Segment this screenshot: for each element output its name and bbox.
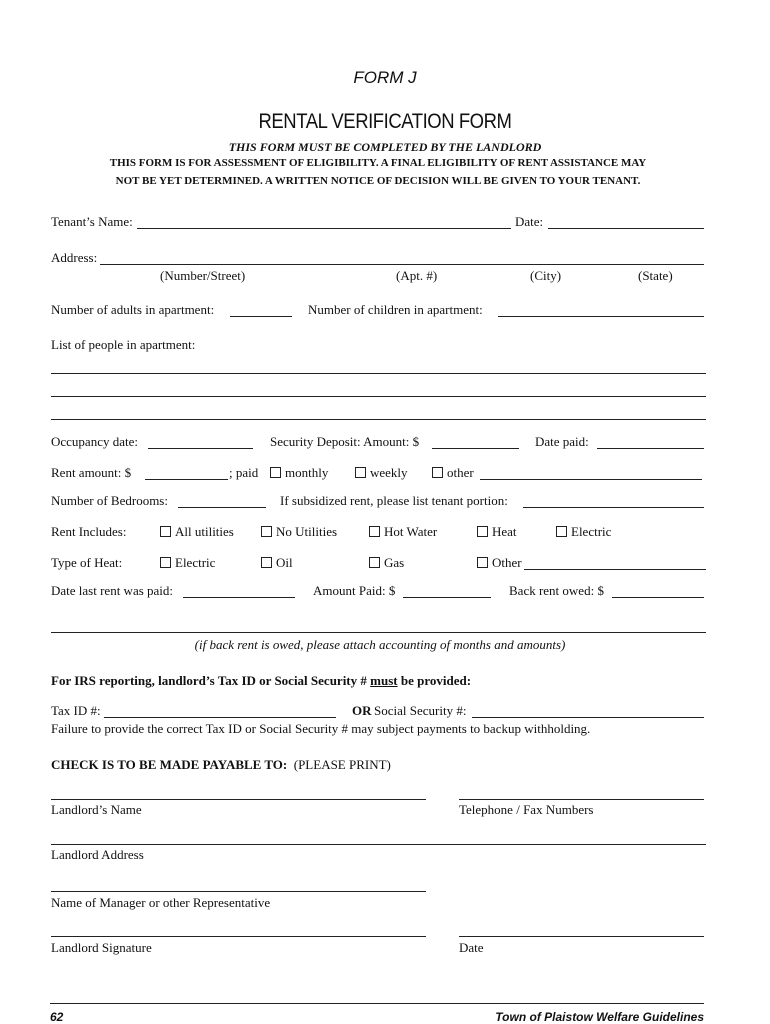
occupancy-date-label: Occupancy date: — [51, 434, 138, 449]
weekly-checkbox[interactable] — [355, 467, 366, 478]
other-checkbox[interactable] — [432, 467, 443, 478]
other-label: other — [447, 465, 474, 480]
page-number: 62 — [50, 1010, 64, 1024]
print-note: (PLEASE PRINT) — [293, 757, 391, 772]
monthly-label: monthly — [285, 465, 329, 480]
signature-field[interactable] — [51, 936, 426, 937]
paid-label: ; paid — [229, 465, 259, 480]
heat-other-checkbox[interactable] — [477, 557, 488, 568]
signature-date-field[interactable] — [459, 936, 704, 937]
publication-name: Town of Plaistow Welfare Guidelines — [495, 1010, 704, 1024]
payable-heading-text: CHECK IS TO BE MADE PAYABLE TO: — [51, 757, 288, 772]
heat-electric-option[interactable] — [160, 555, 215, 571]
all-utilities-label: All utilities — [175, 524, 234, 539]
hot-water-checkbox[interactable] — [369, 526, 380, 537]
date-label: Date: — [515, 214, 544, 229]
heat-label: Heat — [492, 524, 517, 539]
telephone-caption: Telephone / Fax Numbers — [459, 802, 594, 817]
address-apt-caption: (Apt. #) — [396, 268, 438, 283]
all-utilities-checkbox[interactable] — [160, 526, 171, 537]
heat-checkbox[interactable] — [477, 526, 488, 537]
heat-other-option[interactable] — [477, 555, 522, 571]
list-people-label: List of people in apartment: — [51, 337, 196, 352]
subsidized-label: If subsidized rent, please list tenant portion: — [280, 493, 508, 508]
weekly-option[interactable] — [355, 465, 408, 481]
rent-amount-field[interactable] — [145, 479, 228, 480]
amount-paid-field[interactable] — [403, 597, 491, 598]
heat-gas-option[interactable] — [369, 555, 404, 571]
electric-included-label: Electric — [571, 524, 612, 539]
monthly-option[interactable] — [270, 465, 328, 481]
address-field[interactable] — [100, 264, 704, 265]
irs-warning: Failure to provide the correct Tax ID or Social Security # may subject payments to backup withholding. — [51, 721, 591, 736]
tenant-name-field[interactable] — [137, 228, 511, 229]
address-label: Address: — [51, 250, 98, 265]
landlord-name-caption: Landlord’s Name — [51, 802, 142, 817]
rent-amount-label: Rent amount: $ — [51, 465, 132, 480]
landlord-address-field[interactable] — [51, 844, 706, 845]
form-subtitle: THIS FORM MUST BE COMPLETED BY THE LANDLORD — [228, 140, 542, 154]
irs-heading-pre: For IRS reporting, landlord’s Tax ID or Social Security # — [51, 673, 367, 688]
back-rent-accounting-field[interactable] — [51, 632, 706, 633]
heat-gas-label: Gas — [384, 555, 405, 570]
footer-rule — [50, 1003, 704, 1004]
back-rent-field[interactable] — [612, 597, 704, 598]
heat-oil-label: Oil — [276, 555, 293, 570]
electric-included-checkbox[interactable] — [556, 526, 567, 537]
monthly-checkbox[interactable] — [270, 467, 281, 478]
num-bedrooms-label: Number of Bedrooms: — [51, 493, 168, 508]
num-adults-label: Number of adults in apartment: — [51, 302, 215, 317]
or-label: OR — [352, 703, 372, 718]
type-of-heat-label: Type of Heat: — [51, 555, 123, 570]
people-line-1[interactable] — [51, 373, 706, 374]
security-deposit-field[interactable] — [432, 448, 519, 449]
irs-heading-post: be provided: — [400, 673, 472, 688]
address-city-caption: (City) — [530, 268, 562, 283]
heat-gas-checkbox[interactable] — [369, 557, 380, 568]
weekly-label: weekly — [370, 465, 408, 480]
heat-other-label: Other — [492, 555, 522, 570]
address-street-caption: (Number/Street) — [160, 268, 246, 283]
irs-heading — [51, 673, 471, 689]
other-field[interactable] — [480, 479, 702, 480]
num-children-label: Number of children in apartment: — [308, 302, 483, 317]
hot-water-label: Hot Water — [384, 524, 438, 539]
notice-line-1: THIS FORM IS FOR ASSESSMENT OF ELIGIBILITY. A FINAL ELIGIBILITY OF RENT ASSISTANCE MAY — [109, 157, 647, 169]
date-paid-label: Date paid: — [535, 434, 589, 449]
date-field[interactable] — [548, 228, 704, 229]
no-utilities-checkbox[interactable] — [261, 526, 272, 537]
signature-caption: Landlord Signature — [51, 940, 152, 955]
amount-paid-label: Amount Paid: $ — [313, 583, 396, 598]
manager-caption: Name of Manager or other Representative — [51, 895, 271, 910]
people-line-2[interactable] — [51, 396, 706, 397]
back-rent-label: Back rent owed: $ — [509, 583, 604, 598]
form-id: FORM J — [353, 68, 417, 87]
hot-water-option[interactable] — [369, 524, 437, 540]
landlord-address-caption: Landlord Address — [51, 847, 144, 862]
manager-field[interactable] — [51, 891, 426, 892]
heat-electric-checkbox[interactable] — [160, 557, 171, 568]
payable-heading — [51, 757, 391, 773]
num-children-field[interactable] — [498, 316, 704, 317]
heat-option[interactable] — [477, 524, 517, 540]
tax-id-label: Tax ID #: — [51, 703, 101, 718]
people-line-3[interactable] — [51, 419, 706, 420]
other-option[interactable] — [432, 465, 474, 481]
tax-id-field[interactable] — [104, 717, 336, 718]
electric-included-option[interactable] — [556, 524, 611, 540]
num-bedrooms-field[interactable] — [178, 507, 266, 508]
heat-other-field[interactable] — [524, 569, 706, 570]
signature-date-caption: Date — [459, 940, 484, 955]
tenant-name-label: Tenant’s Name: — [51, 214, 133, 229]
date-last-rent-label: Date last rent was paid: — [51, 583, 174, 598]
security-deposit-label: Security Deposit: Amount: $ — [270, 434, 420, 449]
telephone-field[interactable] — [459, 799, 704, 800]
all-utilities-option[interactable] — [160, 524, 234, 540]
date-last-rent-field[interactable] — [183, 597, 295, 598]
num-adults-field[interactable] — [230, 316, 292, 317]
no-utilities-option[interactable] — [261, 524, 337, 540]
date-paid-field[interactable] — [597, 448, 704, 449]
address-state-caption: (State) — [638, 268, 673, 283]
occupancy-date-field[interactable] — [148, 448, 253, 449]
ssn-field[interactable] — [472, 717, 704, 718]
back-rent-note: (if back rent is owed, please attach accounting of months and amounts) — [194, 637, 566, 652]
no-utilities-label: No Utilities — [276, 524, 338, 539]
form-title: RENTAL VERIFICATION FORM — [258, 110, 512, 133]
heat-oil-option[interactable] — [261, 555, 293, 571]
notice-line-2: NOT BE YET DETERMINED. A WRITTEN NOTICE OF DECISION WILL BE GIVEN TO YOUR TENANT. — [115, 175, 641, 187]
rent-includes-label: Rent Includes: — [51, 524, 127, 539]
ssn-label: Social Security #: — [374, 703, 467, 718]
irs-heading-must: must — [370, 673, 398, 688]
landlord-name-field[interactable] — [51, 799, 426, 800]
heat-electric-label: Electric — [175, 555, 216, 570]
subsidized-field[interactable] — [523, 507, 704, 508]
heat-oil-checkbox[interactable] — [261, 557, 272, 568]
